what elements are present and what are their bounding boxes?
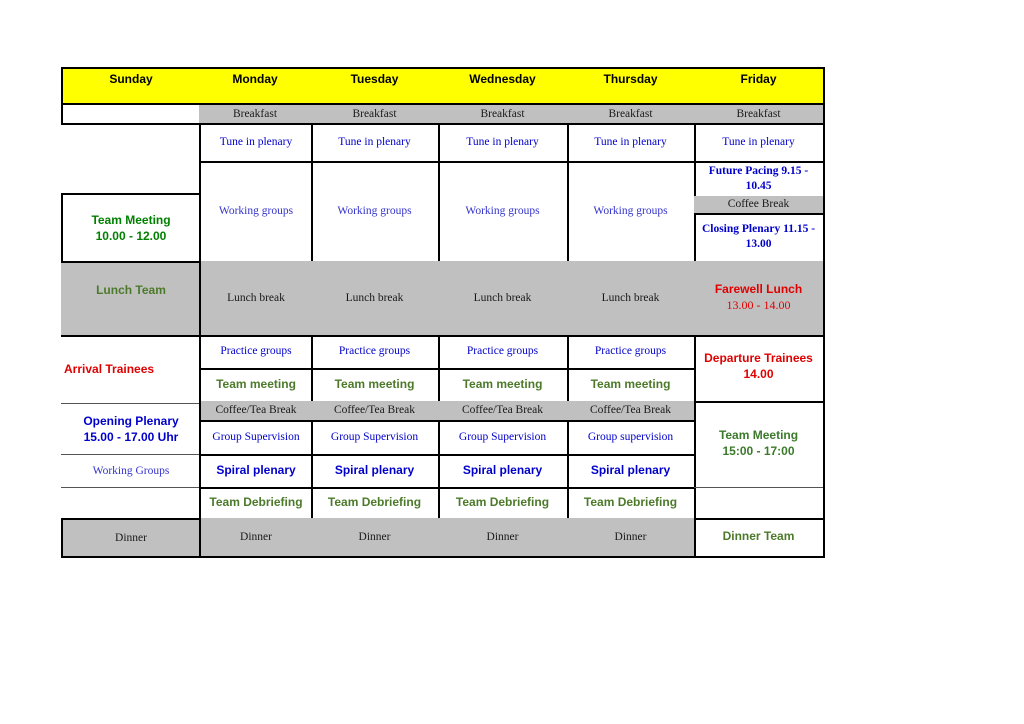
tuesday-breakfast: Breakfast	[311, 105, 440, 125]
tuesday-lunch: Lunch break	[311, 261, 440, 337]
monday-breakfast: Breakfast	[199, 105, 313, 125]
sunday-team-meeting-label: Team Meeting	[91, 213, 171, 228]
tuesday-team-meeting: Team meeting	[311, 368, 440, 403]
wednesday-working-groups: Working groups	[438, 161, 569, 263]
friday-empty-debrief	[694, 487, 825, 520]
tuesday-working-groups: Working groups	[311, 161, 440, 263]
sunday-working-groups: Working Groups	[61, 454, 201, 488]
monday-group-supervision: Group Supervision	[199, 420, 313, 456]
monday-coffee: Coffee/Tea Break	[199, 401, 313, 422]
friday-departure-time: 14.00	[743, 366, 774, 381]
header-sunday: Sunday	[61, 67, 201, 105]
monday-tune-in: Tune in plenary	[199, 123, 313, 163]
thursday-working-groups: Working groups	[567, 161, 696, 263]
sunday-empty-breakfast	[61, 105, 201, 125]
monday-team-meeting: Team meeting	[199, 368, 313, 403]
monday-lunch: Lunch break	[199, 261, 313, 337]
wednesday-coffee: Coffee/Tea Break	[438, 401, 569, 422]
thursday-spiral-plenary: Spiral plenary	[567, 454, 696, 489]
tuesday-coffee: Coffee/Tea Break	[311, 401, 440, 422]
tuesday-practice-groups: Practice groups	[311, 335, 440, 370]
monday-team-debriefing: Team Debriefing	[199, 487, 313, 520]
friday-team-meeting	[694, 401, 825, 488]
friday-tune-in: Tune in plenary	[694, 123, 825, 163]
friday-farewell-time: 13.00 - 14.00	[726, 298, 791, 312]
header-thursday: Thursday	[567, 67, 696, 105]
tuesday-spiral-plenary: Spiral plenary	[311, 454, 440, 489]
sunday-empty-morning	[61, 125, 201, 195]
friday-dinner-team: Dinner Team	[694, 518, 825, 558]
monday-spiral-plenary: Spiral plenary	[199, 454, 313, 489]
sunday-opening-plenary	[61, 403, 201, 455]
monday-practice-groups: Practice groups	[199, 335, 313, 370]
sunday-lunch-team: Lunch Team	[61, 261, 201, 337]
wednesday-team-debriefing: Team Debriefing	[438, 487, 569, 520]
header-wednesday: Wednesday	[438, 67, 569, 105]
friday-team-meeting-label: Team Meeting	[718, 428, 799, 443]
friday-breakfast: Breakfast	[694, 105, 825, 125]
friday-team-meeting-time: 15:00 - 17:00	[722, 444, 795, 458]
friday-farewell-lunch	[694, 261, 825, 337]
wednesday-group-supervision: Group Supervision	[438, 420, 569, 456]
thursday-practice-groups: Practice groups	[567, 335, 696, 370]
wednesday-dinner: Dinner	[438, 518, 569, 558]
header-tuesday: Tuesday	[311, 67, 440, 105]
sunday-opening-label: Opening Plenary	[83, 413, 179, 428]
wednesday-practice-groups: Practice groups	[438, 335, 569, 370]
tuesday-team-debriefing: Team Debriefing	[311, 487, 440, 520]
thursday-dinner: Dinner	[567, 518, 696, 558]
friday-farewell-label: Farewell Lunch	[714, 282, 803, 297]
thursday-coffee: Coffee/Tea Break	[567, 401, 696, 422]
wednesday-breakfast: Breakfast	[438, 105, 569, 125]
wednesday-spiral-plenary: Spiral plenary	[438, 454, 569, 489]
thursday-breakfast: Breakfast	[567, 105, 696, 125]
thursday-tune-in: Tune in plenary	[567, 123, 696, 163]
sunday-arrival-trainees: Arrival Trainees	[64, 362, 155, 377]
thursday-lunch: Lunch break	[567, 261, 696, 337]
wednesday-tune-in: Tune in plenary	[438, 123, 569, 163]
sunday-team-meeting-time: 10.00 - 12.00	[95, 229, 167, 243]
thursday-team-meeting: Team meeting	[567, 368, 696, 403]
friday-departure-label: Departure Trainees	[704, 351, 813, 365]
thursday-team-debriefing: Team Debriefing	[567, 487, 696, 520]
sunday-empty-debrief	[61, 487, 201, 520]
header-friday: Friday	[694, 67, 825, 105]
wednesday-lunch: Lunch break	[438, 261, 569, 337]
header-monday: Monday	[199, 67, 313, 105]
tuesday-tune-in: Tune in plenary	[311, 123, 440, 163]
thursday-group-supervision: Group supervision	[567, 420, 696, 456]
friday-future-pacing: Future Pacing 9.15 - 10.45	[694, 161, 825, 198]
friday-closing-plenary: Closing Plenary 11.15 - 13.00	[694, 213, 825, 263]
friday-departure	[694, 335, 825, 403]
sunday-team-meeting	[61, 193, 201, 263]
friday-coffee-break: Coffee Break	[694, 196, 825, 215]
monday-dinner: Dinner	[199, 518, 313, 558]
monday-working-groups: Working groups	[199, 161, 313, 263]
sunday-opening-time: 15.00 - 17.00 Uhr	[83, 429, 179, 444]
tuesday-dinner: Dinner	[311, 518, 440, 558]
wednesday-team-meeting: Team meeting	[438, 368, 569, 403]
tuesday-group-supervision: Group Supervision	[311, 420, 440, 456]
sunday-dinner: Dinner	[61, 518, 201, 558]
